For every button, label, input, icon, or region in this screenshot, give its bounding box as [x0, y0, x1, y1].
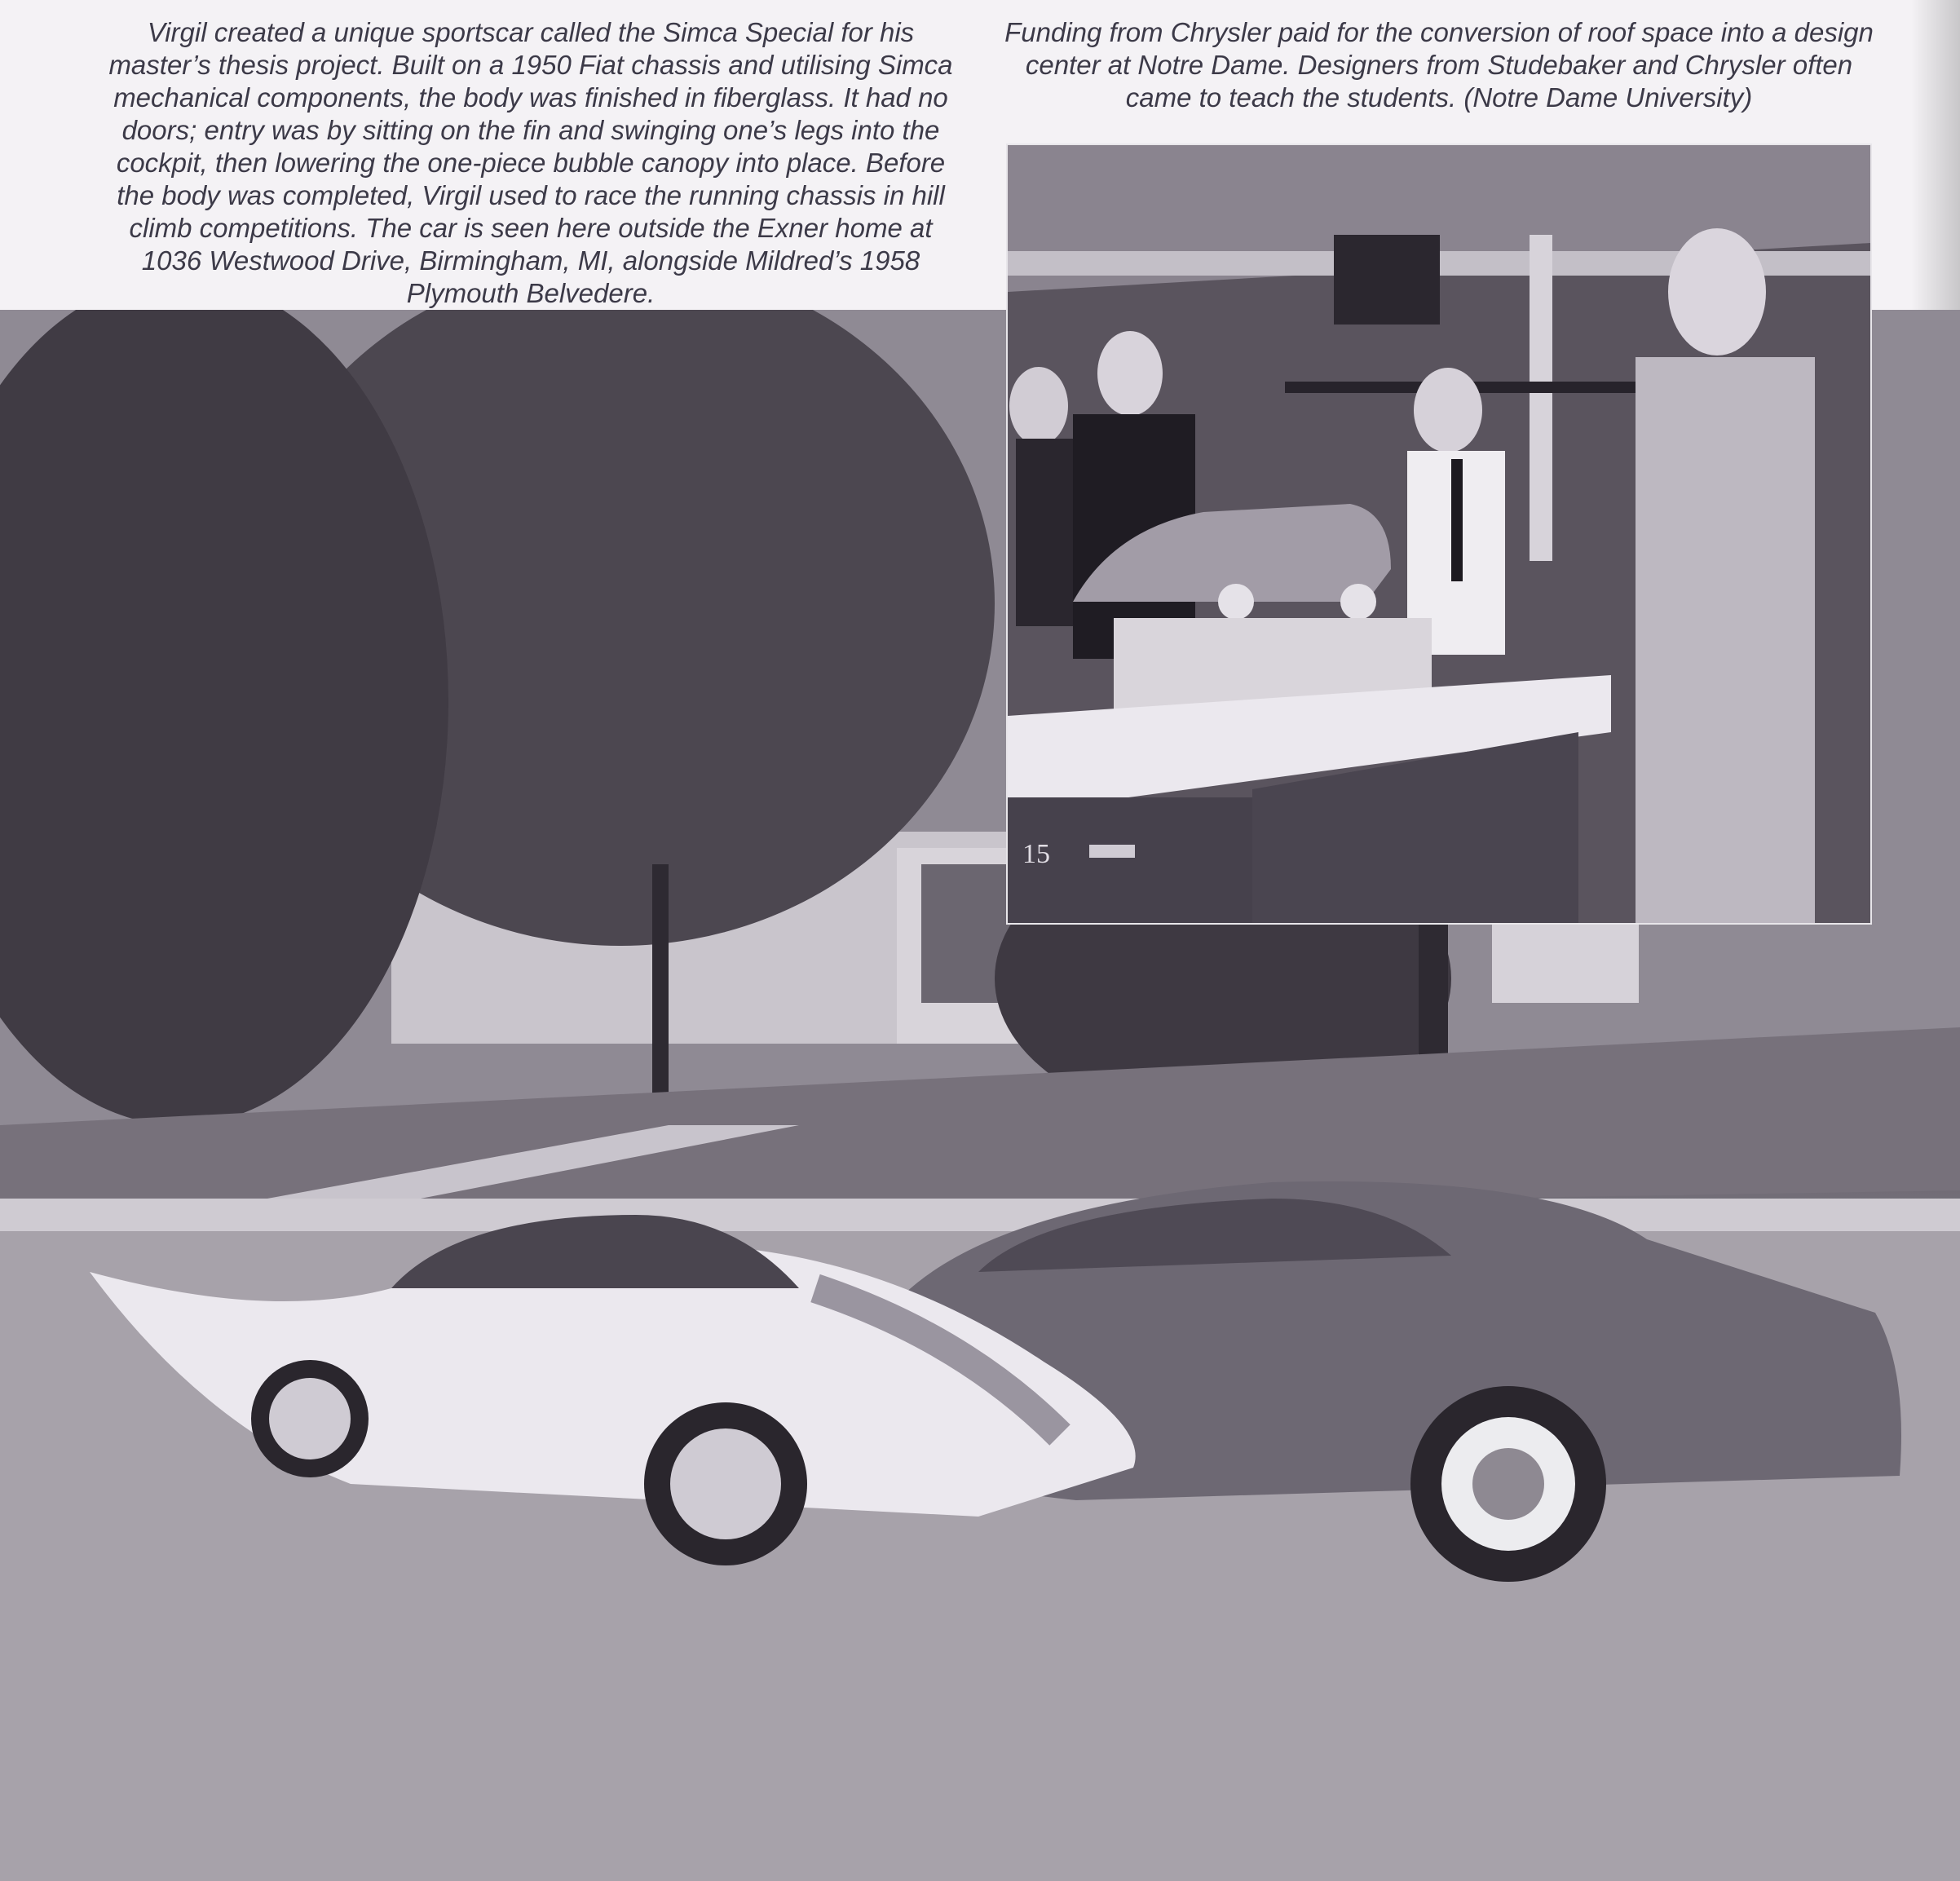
photo-notre-dame-design-center [1008, 145, 1870, 923]
caption-simca-special: Virgil created a unique sportscar called the Simca Special for his master’s thesis project. Built on a 1950 Fiat chassis and utilising Simca mechanical components, the body was finished in fiberglass. It had no doors; entry was by sitting on the fin and swinging one’s legs into the cockpit, then lowering the one-piece bubble canopy into place. Before the body was completed, Virgil used to race the running chassis in hill climb competitions. The car is seen here outside the Exner home at 1036 Westwood Drive, Birmingham, MI, alongside Mildred’s 1958 Plymouth Belvedere. [108, 17, 953, 308]
drawer-number: 15 [1022, 839, 1050, 869]
caption-notre-dame: Funding from Chrysler paid for the conversion of roof space into a design center at Notre Dame. Designers from Studebaker and Chrysler often came to teach the students. (Notre Dame University) [1004, 17, 1874, 113]
